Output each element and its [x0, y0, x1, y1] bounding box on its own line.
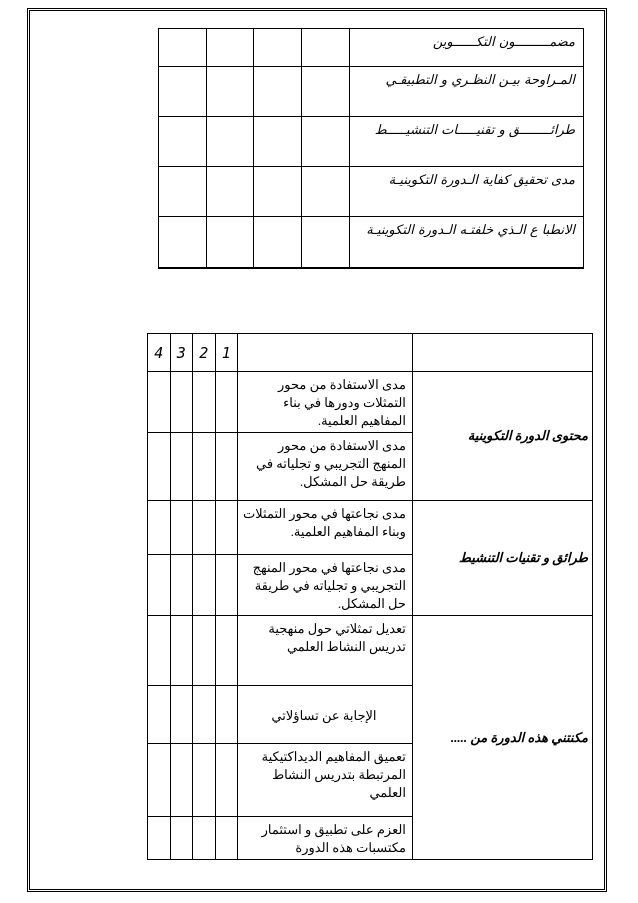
scale-4: 4: [148, 334, 171, 372]
rating-cell[interactable]: [206, 117, 254, 167]
rating-cell[interactable]: [170, 686, 193, 744]
section-title: محتوى الدورة التكوينية: [412, 372, 592, 501]
rating-cell[interactable]: [206, 217, 254, 268]
rating-cell[interactable]: [170, 501, 193, 555]
rating-cell[interactable]: [254, 67, 302, 117]
header-blank: [238, 334, 413, 372]
row-label: طرائــــــــق و تقنيـــــات التنشيـــــط: [349, 117, 583, 167]
rating-cell[interactable]: [193, 433, 216, 501]
rating-cell[interactable]: [148, 686, 171, 744]
rating-cell[interactable]: [170, 616, 193, 686]
rating-cell[interactable]: [215, 372, 238, 433]
rating-cell[interactable]: [148, 501, 171, 555]
rating-cell[interactable]: [302, 67, 350, 117]
rating-cell[interactable]: [148, 744, 171, 817]
scale-3: 3: [170, 334, 193, 372]
rating-cell[interactable]: [302, 217, 350, 268]
scale-2: 2: [193, 334, 216, 372]
rating-cell[interactable]: [193, 686, 216, 744]
rating-cell[interactable]: [254, 167, 302, 217]
rating-cell[interactable]: [170, 433, 193, 501]
rating-cell[interactable]: [215, 744, 238, 817]
table-row: [148, 372, 593, 433]
rating-cell[interactable]: [302, 29, 350, 67]
rating-cell[interactable]: [148, 817, 171, 860]
table-row: [159, 29, 584, 67]
scale-1: 1: [215, 334, 238, 372]
rating-cell[interactable]: [170, 817, 193, 860]
rating-cell[interactable]: [215, 686, 238, 744]
table-row: [159, 67, 584, 117]
rating-cell[interactable]: [206, 67, 254, 117]
rating-cell[interactable]: [193, 555, 216, 616]
rating-cell[interactable]: [148, 372, 171, 433]
section-title: مكنتني هذه الدورة من .....: [412, 616, 592, 860]
rating-cell[interactable]: [206, 167, 254, 217]
rating-cell[interactable]: [215, 433, 238, 501]
rating-cell[interactable]: [302, 167, 350, 217]
rating-cell[interactable]: [193, 744, 216, 817]
row-label: الانطبا ع الـذي خلفتـه الـدورة التكوينيـة: [349, 217, 583, 268]
criterion-text: العزم على تطبيق و استثمار مكتسبات هذه الدورة: [238, 817, 413, 860]
evaluation-summary-table: [158, 28, 584, 269]
rating-cell[interactable]: [215, 555, 238, 616]
rating-cell[interactable]: [159, 217, 207, 268]
table-row: [148, 501, 593, 555]
rating-cell[interactable]: [170, 744, 193, 817]
rating-cell[interactable]: [193, 372, 216, 433]
table-row: [159, 167, 584, 217]
rating-cell[interactable]: [170, 555, 193, 616]
rating-cell[interactable]: [215, 817, 238, 860]
rating-cell[interactable]: [148, 433, 171, 501]
criterion-text: مدى الاستفادة من محور التمثلات ودورها في بناء المفاهيم العلمية.: [238, 372, 413, 433]
rating-cell[interactable]: [215, 616, 238, 686]
scale-header-row: [148, 334, 593, 372]
rating-table: [147, 333, 593, 860]
table-row: [148, 616, 593, 686]
header-blank: [412, 334, 592, 372]
rating-cell[interactable]: [159, 29, 207, 67]
criterion-text: تعميق المفاهيم الديداكتيكية المرتبطة بتدريس النشاط العلمي: [238, 744, 413, 817]
row-label: المـراوحة بيـن النظـري و التطبيقـي: [349, 67, 583, 117]
rating-cell[interactable]: [148, 555, 171, 616]
rating-cell[interactable]: [206, 29, 254, 67]
rating-cell[interactable]: [193, 501, 216, 555]
criterion-text: مدى الاستفادة من محور المنهج التجريبي و تجلياته في طريقة حل المشكل.: [238, 433, 413, 501]
rating-cell[interactable]: [159, 167, 207, 217]
row-label: مدى تحقيق كفاية الـدورة التكوينيـة: [349, 167, 583, 217]
rating-cell[interactable]: [148, 616, 171, 686]
rating-cell[interactable]: [193, 817, 216, 860]
rating-cell[interactable]: [302, 117, 350, 167]
rating-cell[interactable]: [159, 67, 207, 117]
criterion-text: تعديل تمثلاتي حول منهجية تدريس النشاط العلمي: [238, 616, 413, 686]
criterion-text: مدى نجاعتها في محور المنهج التجريبي و تجلياته في طريقة حل المشكل.: [238, 555, 413, 616]
criterion-text: الإجابة عن تساؤلاتي: [238, 686, 413, 744]
rating-cell[interactable]: [254, 217, 302, 268]
rating-cell[interactable]: [170, 372, 193, 433]
criterion-text: مدى نجاعتها في محور التمثلات وبناء المفاهيم العلمية.: [238, 501, 413, 555]
row-label: مضمـــــــــون التكــــــوين: [349, 29, 583, 67]
table-row: [159, 117, 584, 167]
rating-cell[interactable]: [254, 29, 302, 67]
rating-cell[interactable]: [193, 616, 216, 686]
rating-cell[interactable]: [215, 501, 238, 555]
rating-cell[interactable]: [159, 117, 207, 167]
rating-cell[interactable]: [254, 117, 302, 167]
section-title: طرائق و تقنيات التنشيط: [412, 501, 592, 616]
table-row: [159, 217, 584, 268]
